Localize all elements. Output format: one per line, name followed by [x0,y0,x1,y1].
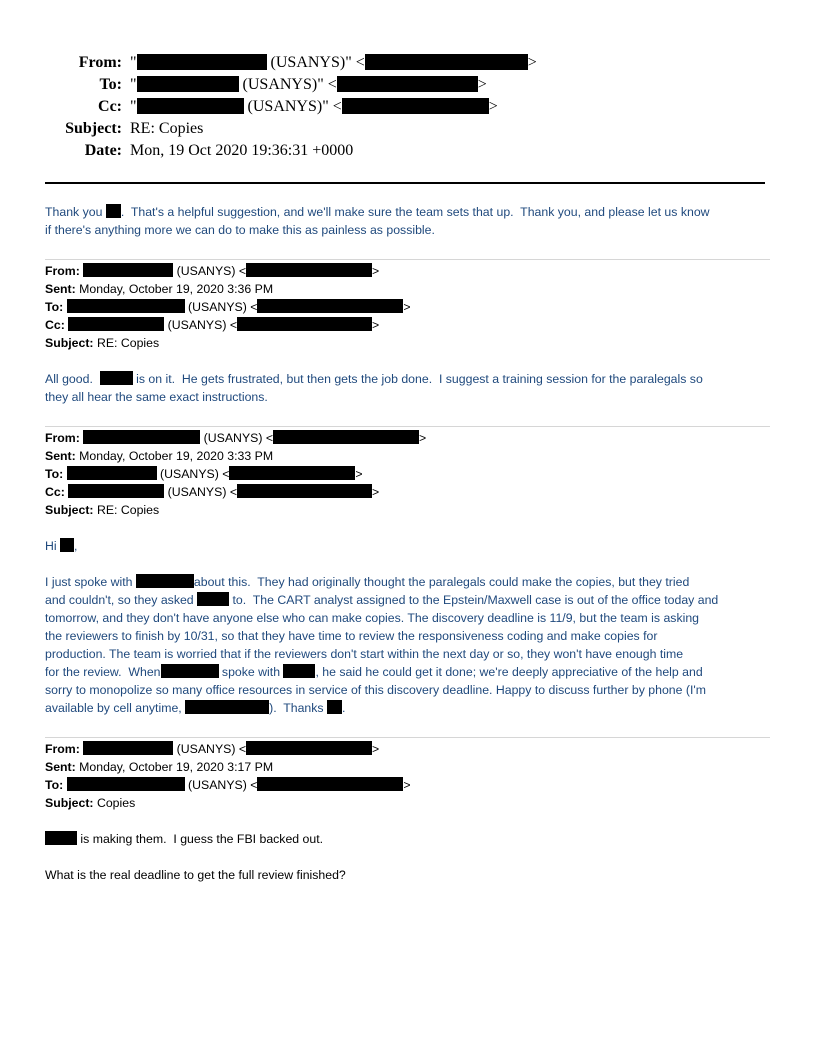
msg4-to: To: (USANYS) < > [45,778,411,792]
msg4-sent [45,758,273,776]
msg2-to-label: To: [45,300,64,314]
msg4-subject-value: Copies [96,796,136,810]
header-subject-label: Subject: [65,120,122,137]
header-date [0,142,353,160]
msg3-body-line-6: for the review. When spoke with , he said he could get it done; we're deeply appreciative of the help and [45,665,703,679]
msg3-subject [45,501,159,519]
header-subject [0,120,203,138]
msg2-cc-label: Cc: [45,318,65,332]
header-date-label: Date: [84,142,122,159]
msg2-sent [45,280,273,298]
msg2-subject-value: RE: Copies [96,336,160,350]
msg3-to: To: (USANYS) < > [45,467,363,481]
msg2-body-line-1: All good. is on it. He gets frustrated, but then gets the job done. I suggest a training session for the paralegals so [45,372,703,386]
msg3-sent [45,447,273,465]
message-separator [45,737,770,738]
msg3-subject-label: Subject: [45,503,94,517]
msg4-sent-label: Sent: [45,760,76,774]
msg3-sent-value: Monday, October 19, 2020 3:33 PM [79,449,274,463]
header-to: To: " (USANYS)" < > [0,76,487,94]
header-cc: Cc: " (USANYS)" < > [0,98,498,116]
msg3-from-label: From: [45,431,80,445]
message-separator [45,259,770,260]
msg2-subject-label: Subject: [45,336,94,350]
msg3-subject-value: RE: Copies [96,503,160,517]
msg3-greeting: Hi , [45,539,78,553]
msg3-body-line-7: sorry to monopolize so many office resources in service of this discovery deadline. Happy to discuss further by phone (I'm [45,683,706,697]
msg3-sent-label: Sent: [45,449,76,463]
msg3-cc: Cc: (USANYS) < > [45,485,380,499]
header-from: From: " (USANYS)" < > [0,54,537,72]
msg2-from: From: (USANYS) < > [45,264,380,278]
header-cc-label: Cc: [98,98,122,115]
msg2-to: To: (USANYS) < > [45,300,411,314]
header-divider [45,182,765,184]
msg4-to-label: To: [45,778,64,792]
msg3-body-line-3: tomorrow, and they don't have anyone else who can make copies. The discovery deadline is 11/9, but the team is asking [45,611,700,625]
msg2-sent-value: Monday, October 19, 2020 3:36 PM [79,282,274,296]
msg2-subject [45,334,159,352]
msg3-body-line-8: available by cell anytime, ). Thanks . [45,701,346,715]
msg2-cc: Cc: (USANYS) < > [45,318,380,332]
msg3-body-line-1: I just spoke with about this. They had originally thought the paralegals could make the copies, but they tried [45,575,690,589]
msg4-subject-label: Subject: [45,796,94,810]
msg3-cc-label: Cc: [45,485,65,499]
msg3-body-line-5: production. The team is worried that if the reviewers don't start within the next day or so, they won't have enough time [45,647,684,661]
msg3-from: From: (USANYS) < > [45,431,427,445]
header-from-label: From: [78,54,122,71]
reply1-line-2: if there's anything more we can do to make this as painless as possible. [45,223,435,237]
msg4-body-line-2: What is the real deadline to get the full review finished? [45,868,346,882]
msg3-to-label: To: [45,467,64,481]
reply1-line-1: Thank you . That's a helpful suggestion, and we'll make sure the team sets that up. Thank you, and please let us know [45,205,710,219]
msg2-body-line-2: they all hear the same exact instructions. [45,390,268,404]
msg4-sent-value: Monday, October 19, 2020 3:17 PM [79,760,274,774]
msg3-body-line-2: and couldn't, so they asked to. The CART analyst assigned to the Epstein/Maxwell case is out of the office today and [45,593,719,607]
msg3-body-line-4: the reviewers to finish by 10/31, so that they have time to review the responsiveness coding and make copies for [45,629,658,643]
msg4-from-label: From: [45,742,80,756]
msg2-sent-label: Sent: [45,282,76,296]
msg4-body-line-1: is making them. I guess the FBI backed out. [45,830,323,848]
msg4-subject [45,794,135,812]
message-separator [45,426,770,427]
header-to-label: To: [99,76,122,93]
msg2-from-label: From: [45,264,80,278]
header-date-value: Mon, 19 Oct 2020 19:36:31 +0000 [130,142,354,159]
msg4-from: From: (USANYS) < > [45,742,380,756]
header-subject-value: RE: Copies [130,120,204,137]
